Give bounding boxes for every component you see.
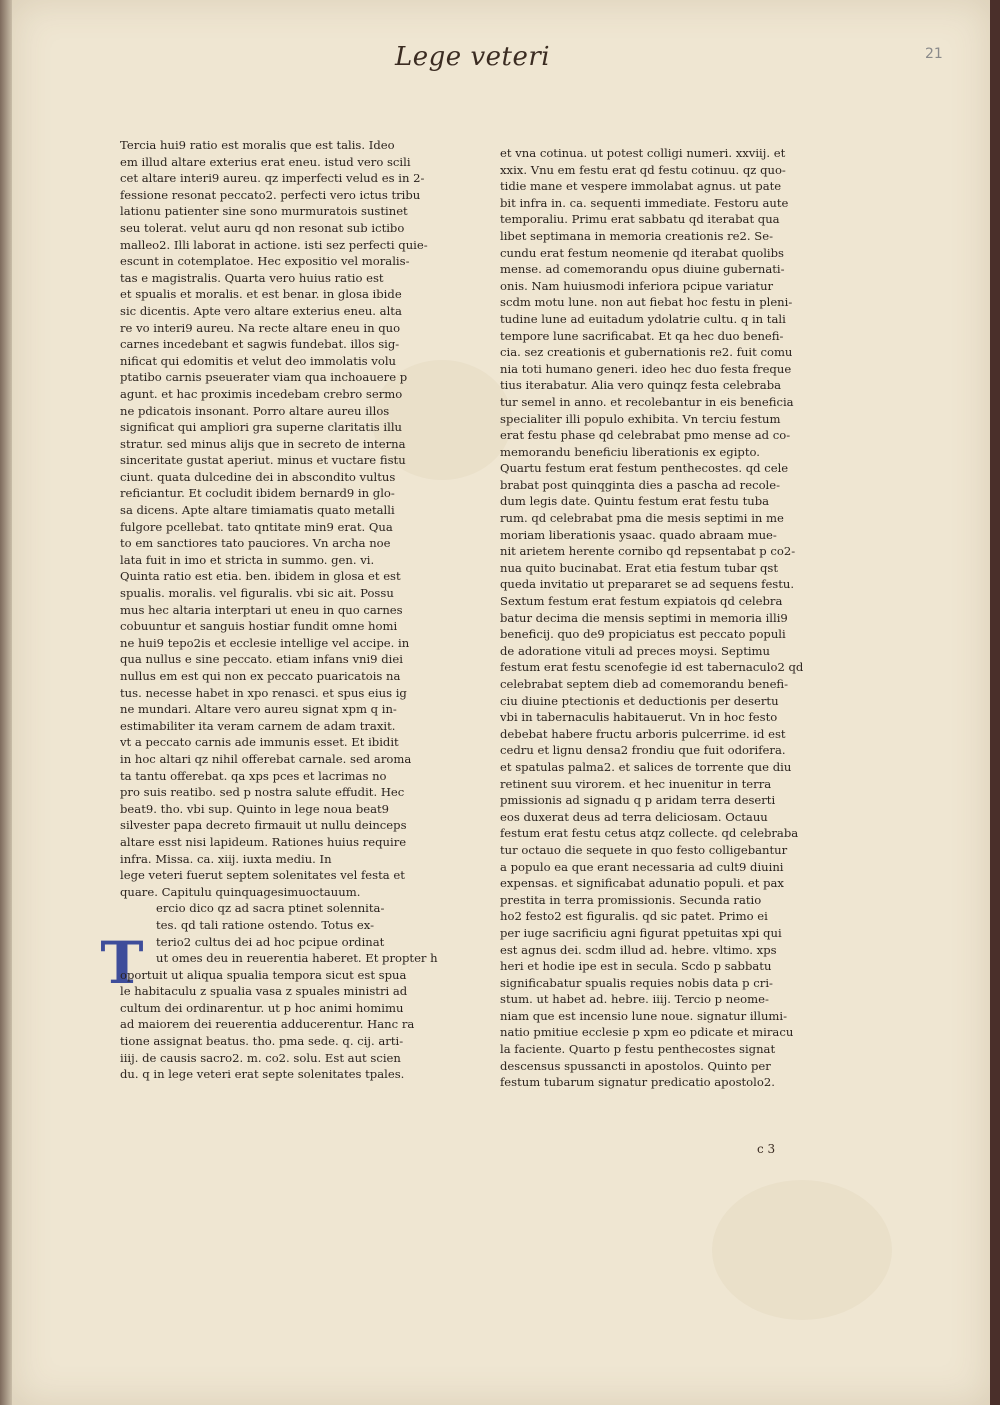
text-line: temporaliu. Primu erat sabbatu qd iterabat qua (500, 212, 780, 227)
text-line: stum. ut habet ad. hebre. iiij. Tercio p neome- (500, 992, 769, 1007)
text-line: libet septimana in memoria creationis re2. Se- (500, 228, 773, 243)
text-line: fulgore pcellebat. tato qntitate min9 erat. Qua (120, 519, 393, 534)
text-line: carnes incedebant et sagwis fundebat. illos sig- (120, 337, 400, 352)
text-line: quare. Capitulu quinquagesimuoctauum. (120, 884, 361, 899)
text-line: re vo interi9 aureu. Na recte altare eneu in quo (120, 320, 401, 335)
text-line: tidie mane et vespere immolabat agnus. ut pate (500, 179, 782, 194)
text-line: festum erat festu cetus atqz collecte. qd celebraba (500, 826, 799, 841)
text-line: tes. qd tali ratione ostendo. Totus ex- (156, 917, 375, 932)
text-line: cultum dei ordinarentur. ut p hoc animi homimu (120, 1000, 404, 1015)
text-line: nua quito bucinabat. Erat etia festum tubar qst (500, 560, 778, 575)
text-line: estimabiliter ita veram carnem de adam traxit. (120, 718, 396, 733)
text-line: ciunt. quata dulcedine dei in abscondito vultus (120, 469, 396, 484)
page-gutter (0, 0, 12, 1405)
text-line: in hoc altari qz nihil offerebat carnale. sed aroma (120, 751, 412, 766)
text-line: scdm motu lune. non aut fiebat hoc festu in pleni- (500, 295, 793, 310)
text-line: tione assignat beatus. tho. pma sede. q. cij. arti- (120, 1034, 404, 1049)
text-line: eos duxerat deus ad terra deliciosam. Octauu (500, 809, 768, 824)
text-line: memorandu beneficiu liberationis ex egipto. (500, 444, 760, 459)
text-line: beneficij. quo de9 propiciatus est peccato populi (500, 627, 786, 642)
text-line: retinent suu virorem. et hec inuenitur in terra (500, 776, 772, 791)
text-line: em illud altare exterius erat eneu. istud vero scili (120, 154, 411, 169)
page-edge (990, 0, 1000, 1405)
text-line: nit arietem herente cornibo qd repsentabat p co2- (500, 544, 796, 559)
text-line: queda invitatio ut prepararet se ad sequens festu. (500, 577, 795, 592)
text-line: ne hui9 tepo2is et ecclesie intellige vel accipe. in (120, 635, 410, 650)
text-line: et spatulas palma2. et salices de torrente que diu (500, 759, 792, 774)
text-line: onis. Nam huiusmodi inferiora pcipue variatur (500, 278, 774, 293)
text-line: moriam liberationis ysaac. quado abraam mue- (500, 527, 777, 542)
text-line: ne mundari. Altare vero aureu signat xpm q in- (120, 702, 397, 717)
catchword: c 3 (757, 1142, 776, 1156)
text-line: to em sanctiores tato pauciores. Vn archa noe (120, 536, 391, 551)
text-line: sa dicens. Apte altare timiamatis quato metalli (120, 503, 395, 518)
text-line: mense. ad comemorandu opus diuine gubernati- (500, 262, 785, 277)
text-line: malleo2. Illi laborat in actione. isti sez perfecti quie- (120, 237, 428, 252)
text-line: beat9. tho. vbi sup. Quinto in lege noua beat9 (120, 801, 390, 816)
text-line: altare esst nisi lapideum. Rationes huius require (120, 834, 407, 849)
text-line: tur octauo die sequete in quo festo colligebantur (500, 842, 788, 857)
text-line: brabat post quinqginta dies a pascha ad recole- (500, 477, 781, 492)
decorated-initial: T (100, 929, 144, 997)
text-line: per iuge sacrificiu agni figurat ppetuitas xpi qui (500, 925, 782, 940)
text-column-right (500, 145, 822, 1091)
text-line: ercio dico qz ad sacra ptinet solennita- (156, 901, 385, 916)
text-line: ho2 festo2 est figuralis. qd sic patet. Primo ei (500, 909, 768, 924)
text-line: xxix. Vnu em festu erat qd festu cotinuu. qz quo- (500, 162, 786, 177)
text-line: seu tolerat. velut auru qd non resonat sub ictibo (120, 220, 405, 235)
text-line: infra. Missa. ca. xiij. iuxta mediu. In (120, 851, 332, 866)
text-line: natio pmitiue ecclesie p xpm eo pdicate et miracu (500, 1025, 794, 1040)
text-line: tempore lune sacrificabat. Et qa hec duo benefi- (500, 328, 784, 343)
text-line: ut omes deu in reuerentia haberet. Et propter h (156, 951, 438, 966)
text-line: pmissionis ad signadu q p aridam terra deserti (500, 793, 776, 808)
text-line: expensas. et significabat adunatio populi. et pax (500, 876, 784, 891)
text-line: vt a peccato carnis ade immunis esset. Et ibidit (120, 735, 399, 750)
text-line: lationu patienter sine sono murmuratois sustinet (120, 204, 408, 219)
text-line: du. q in lege veteri erat septe solenitates tpales. (120, 1067, 405, 1082)
text-line: erat festu phase qd celebrabat pmo mense ad co- (500, 428, 791, 443)
text-line: iiij. de causis sacro2. m. co2. solu. Est aut scien (120, 1050, 401, 1065)
text-line: fessione resonat peccato2. perfecti vero ictus tribu (120, 187, 421, 202)
text-line: significabatur spualis requies nobis data p cri- (500, 975, 773, 990)
text-line: dum legis date. Quintu festum erat festu tuba (500, 494, 770, 509)
text-line: la faciente. Quarto p festu penthecostes signat (500, 1042, 776, 1057)
text-line: Tercia hui9 ratio est moralis que est talis. Ideo (120, 138, 395, 152)
text-line: significat qui ampliori gra superne claritatis illu (120, 420, 403, 435)
text-line: terio2 cultus dei ad hoc pcipue ordinat (156, 934, 385, 949)
text-line: sinceritate gustat aperiut. minus et vuctare fistu (120, 453, 406, 468)
text-line: festum tubarum signatur predicatio apostolo2. (500, 1075, 775, 1090)
text-line: cet altare interi9 aureu. qz imperfecti velud es in 2- (120, 171, 425, 186)
text-line: prestita in terra promissionis. Secunda ratio (500, 892, 762, 907)
paper-stain (712, 1180, 892, 1320)
text-line: debebat habere fructu arboris pulcerrime. id est (500, 726, 786, 741)
text-line: spualis. moralis. vel figuralis. vbi sic ait. Possu (120, 586, 394, 601)
text-line: stratur. sed minus alijs que in secreto de interna (120, 436, 406, 451)
text-line: de adoratione vituli ad preces moysi. Septimu (500, 643, 771, 658)
text-line: le habitaculu z spualia vasa z spuales ministri ad (120, 984, 408, 999)
text-line: silvester papa decreto firmauit ut nullu deinceps (120, 818, 407, 833)
text-line: a populo ea que erant necessaria ad cult9 diuini (500, 859, 784, 874)
text-line: batur decima die mensis septimi in memoria illi9 (500, 610, 788, 625)
text-line: agunt. et hac proximis incedebam crebro sermo (120, 386, 403, 401)
text-line: cia. sez creationis et gubernationis re2. fuit comu (500, 345, 793, 360)
text-line: et vna cotinua. ut potest colligi numeri. xxviij. et (500, 146, 786, 160)
text-line: lata fuit in imo et stricta in summo. gen. vi. (120, 552, 375, 567)
text-line: cobuuntur et sanguis hostiar fundit omne homi (120, 619, 398, 634)
text-line: specialiter illi populo exhibita. Vn terciu festum (500, 411, 781, 426)
folio-number: 21 (925, 46, 943, 62)
text-line: cedru et lignu densa2 frondiu que fuit odorifera. (500, 743, 786, 758)
text-line: qua nullus e sine peccato. etiam infans vni9 diei (120, 652, 403, 667)
text-line: tius iterabatur. Alia vero quinqz festa celebraba (500, 378, 782, 393)
text-line: nificat qui edomitis et velut deo immolatis volu (120, 353, 396, 368)
text-line: mus hec altaria interptari ut eneu in quo carnes (120, 602, 403, 617)
text-line: ptatibo carnis pseuerater viam qua inchoauere p (120, 370, 408, 385)
text-line: lege veteri fuerut septem solenitates vel festa et (120, 868, 405, 883)
text-line: tus. necesse habet in xpo renasci. et spus eius ig (120, 685, 407, 700)
text-line: nullus em est qui non ex peccato puaricatois na (120, 669, 401, 683)
text-line: nia toti humano generi. ideo hec duo festa freque (500, 361, 792, 376)
text-line: ciu diuine ptectionis et deductionis per desertu (500, 693, 779, 708)
text-line: Sextum festum erat festum expiatois qd celebra (500, 594, 783, 609)
text-line: Quartu festum erat festum penthecostes. qd cele (500, 461, 789, 476)
text-line: escunt in cotemplatoe. Hec expositio vel moralis- (120, 254, 410, 269)
text-line: oportuit ut aliqua spualia tempora sicut est spua (120, 967, 407, 982)
text-line: reficiantur. Et cocludit ibidem bernard9 in glo- (120, 486, 395, 501)
text-line: cundu erat festum neomenie qd iterabat quolibs (500, 245, 784, 260)
text-line: bit infra in. ca. sequenti immediate. Festoru aute (500, 195, 789, 210)
text-line: heri et hodie ipe est in secula. Scdo p sabbatu (500, 959, 772, 974)
running-head: Lege veteri (395, 42, 551, 72)
text-line: est agnus dei. scdm illud ad. hebre. vltimo. xps (500, 942, 777, 957)
text-line: ne pdicatois insonant. Porro altare aureu illos (120, 403, 390, 418)
text-line: Quinta ratio est etia. ben. ibidem in glosa et est (120, 569, 401, 584)
text-line: vbi in tabernaculis habitauerut. Vn in hoc festo (500, 710, 778, 725)
text-line: descensus spussancti in apostolos. Quinto per (500, 1058, 771, 1073)
text-line: tas e magistralis. Quarta vero huius ratio est (120, 270, 384, 285)
text-line: ta tantu offerebat. qa xps pces et lacrimas no (120, 768, 387, 783)
text-line: sic dicentis. Apte vero altare exterius eneu. alta (120, 303, 402, 318)
text-line: ad maiorem dei reuerentia adducerentur. Hanc ra (120, 1017, 415, 1032)
text-line: et spualis et moralis. et est benar. in glosa ibide (120, 287, 402, 302)
text-line: tur semel in anno. et recolebantur in eis beneficia (500, 394, 794, 409)
text-line: niam que est incensio lune noue. signatur illumi- (500, 1008, 788, 1023)
text-column-left (120, 137, 440, 1083)
text-line: tudine lune ad euitadum ydolatrie cultu. q in tali (500, 311, 786, 326)
text-line: festum erat festu scenofegie id est tabernaculo2 qd (500, 660, 804, 675)
text-line: celebrabat septem dieb ad comemorandu benefi- (500, 677, 789, 691)
text-line: pro suis reatibo. sed p nostra salute effudit. Hec (120, 785, 405, 800)
text-line: rum. qd celebrabat pma die mesis septimi in me (500, 511, 784, 526)
